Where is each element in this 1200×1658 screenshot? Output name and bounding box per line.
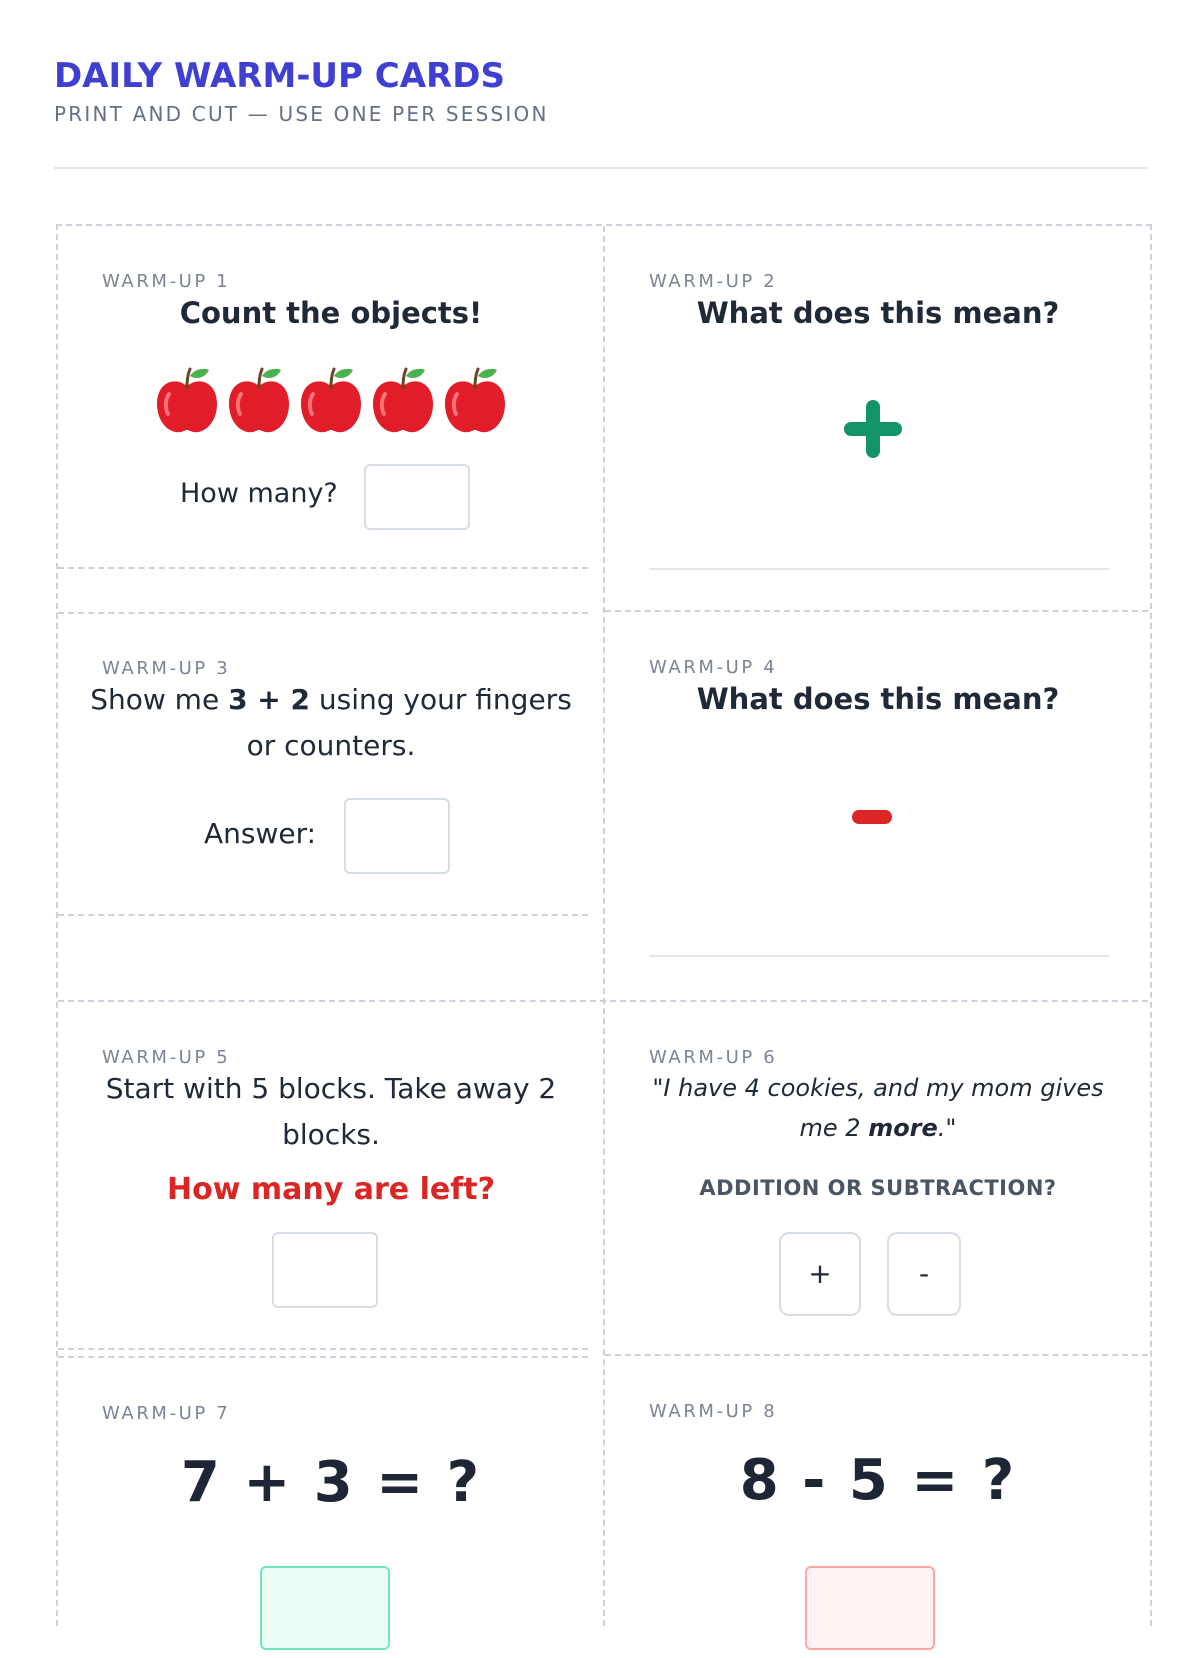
answer-line	[649, 955, 1109, 957]
card-prompt: ADDITION OR SUBTRACTION?	[699, 1176, 1057, 1200]
card-question: Start with 5 blocks. Take away 2 blocks.	[105, 1072, 557, 1151]
card-equation: 7 + 3 = ?	[180, 1450, 482, 1515]
page-subtitle: PRINT AND CUT — USE ONE PER SESSION	[54, 102, 549, 126]
subtraction-option-button[interactable]: -	[887, 1232, 961, 1316]
warmup-card-2	[605, 226, 1151, 610]
card-question	[78, 677, 584, 769]
card-tag: WARM-UP 8	[649, 1401, 778, 1422]
apple-icon	[225, 366, 293, 436]
card-grid	[56, 224, 1152, 1626]
question-text: using your fingers or counters.	[246, 683, 572, 762]
apple-icon	[441, 366, 509, 436]
story-emphasis: more	[868, 1114, 938, 1142]
question-text: Show me	[90, 683, 229, 716]
card-prompt: How many are left?	[167, 1172, 495, 1207]
card-tag: WARM-UP 5	[102, 1047, 231, 1068]
warmup-card-6	[605, 1002, 1151, 1354]
cut-line	[58, 567, 588, 569]
card-prompt: Answer:	[204, 817, 317, 850]
warmup-card-1	[58, 226, 604, 566]
card-equation: 8 - 5 = ?	[739, 1448, 1017, 1513]
answer-box-subtraction[interactable]	[805, 1566, 935, 1650]
warmup-card-3	[58, 613, 604, 913]
warmup-card-5	[58, 1002, 604, 1348]
apple-icon	[369, 366, 437, 436]
addition-option-button[interactable]: +	[779, 1232, 861, 1316]
story-text: "I have 4 cookies, and my mom gives me 2	[652, 1074, 1104, 1142]
cut-line	[58, 914, 588, 916]
card-tag: WARM-UP 7	[102, 1403, 231, 1424]
question-expression: 3 + 2	[228, 683, 310, 716]
card-prompt: How many?	[180, 478, 338, 509]
minus-symbol-icon	[850, 807, 894, 827]
answer-box[interactable]	[344, 798, 450, 874]
card-question: What does this mean?	[696, 296, 1060, 330]
answer-box[interactable]	[272, 1232, 378, 1308]
warmup-card-8	[605, 1356, 1151, 1656]
card-question: Count the objects!	[179, 296, 483, 330]
card-story	[635, 1068, 1121, 1148]
page-header	[54, 56, 1148, 126]
apple-icon	[153, 366, 221, 436]
apple-icon	[297, 366, 365, 436]
header-divider	[54, 167, 1148, 169]
cut-line	[58, 1348, 588, 1350]
page-title: DAILY WARM-UP CARDS	[54, 56, 505, 96]
card-question: What does this mean?	[696, 682, 1060, 716]
answer-box-addition[interactable]	[260, 1566, 390, 1650]
plus-symbol-icon	[842, 398, 904, 460]
card-tag: WARM-UP 1	[102, 271, 231, 292]
warmup-card-4	[605, 612, 1151, 1000]
story-text: ."	[937, 1114, 957, 1142]
card-tag: WARM-UP 6	[649, 1047, 778, 1068]
apple-group	[58, 366, 604, 436]
answer-box[interactable]	[364, 464, 470, 530]
card-tag: WARM-UP 4	[649, 657, 778, 678]
card-tag: WARM-UP 2	[649, 271, 778, 292]
card-tag: WARM-UP 3	[102, 658, 231, 679]
answer-line	[649, 568, 1109, 570]
warmup-card-7	[58, 1358, 604, 1658]
